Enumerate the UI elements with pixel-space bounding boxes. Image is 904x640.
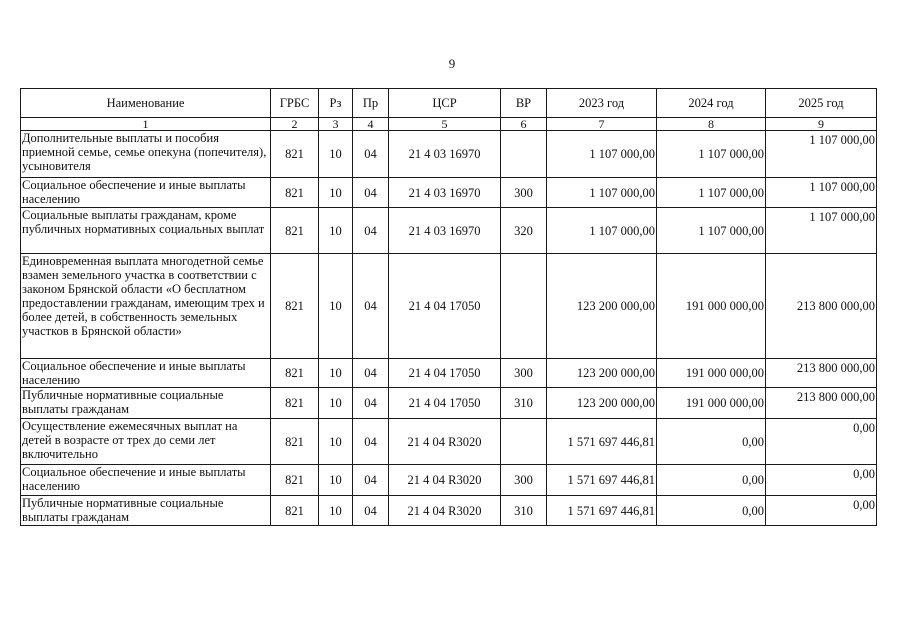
page-number: 9 <box>448 56 456 71</box>
row-grbs: 821 <box>271 496 319 526</box>
row-pr: 04 <box>353 131 389 178</box>
row-grbs: 821 <box>271 254 319 359</box>
table-row <box>21 178 877 208</box>
row-rz: 10 <box>319 496 353 526</box>
row-2025: 1 107 000,00 <box>766 131 877 178</box>
row-2023: 123 200 000,00 <box>547 254 657 359</box>
row-2023: 1 107 000,00 <box>547 208 657 254</box>
row-2025: 213 800 000,00 <box>766 254 877 359</box>
row-name: Публичные нормативные социальные выплаты гражданам <box>21 496 271 526</box>
row-pr: 04 <box>353 359 389 388</box>
column-number: 4 <box>353 118 389 131</box>
row-csr: 21 4 04 R3020 <box>389 465 501 496</box>
row-2025: 0,00 <box>766 496 877 526</box>
row-2025: 0,00 <box>766 465 877 496</box>
header-csr: ЦСР <box>389 89 501 118</box>
row-vr: 300 <box>501 359 547 388</box>
header-grbs: ГРБС <box>271 89 319 118</box>
row-2023: 123 200 000,00 <box>547 388 657 419</box>
row-csr: 21 4 04 17050 <box>389 359 501 388</box>
column-number: 1 <box>21 118 271 131</box>
row-name: Социальное обеспечение и иные выплаты населению <box>21 178 271 208</box>
row-2025: 213 800 000,00 <box>766 388 877 419</box>
row-grbs: 821 <box>271 359 319 388</box>
row-vr: 320 <box>501 208 547 254</box>
row-2024: 1 107 000,00 <box>657 208 766 254</box>
row-csr: 21 4 04 17050 <box>389 388 501 419</box>
row-vr <box>501 131 547 178</box>
row-2024: 191 000 000,00 <box>657 254 766 359</box>
row-name: Социальное обеспечение и иные выплаты населению <box>21 465 271 496</box>
column-number: 5 <box>389 118 501 131</box>
table-row <box>21 419 877 465</box>
column-number: 9 <box>766 118 877 131</box>
row-pr: 04 <box>353 419 389 465</box>
table-row <box>21 208 877 254</box>
row-2025: 0,00 <box>766 419 877 465</box>
row-rz: 10 <box>319 208 353 254</box>
row-csr: 21 4 03 16970 <box>389 208 501 254</box>
column-number: 7 <box>547 118 657 131</box>
row-2024: 191 000 000,00 <box>657 359 766 388</box>
header-row <box>21 89 877 118</box>
row-rz: 10 <box>319 419 353 465</box>
column-number: 2 <box>271 118 319 131</box>
row-2025: 1 107 000,00 <box>766 208 877 254</box>
budget-table <box>20 88 877 526</box>
row-pr: 04 <box>353 208 389 254</box>
row-vr: 310 <box>501 388 547 419</box>
row-rz: 10 <box>319 465 353 496</box>
row-rz: 10 <box>319 178 353 208</box>
header-name: Наименование <box>21 89 271 118</box>
row-2023: 1 107 000,00 <box>547 178 657 208</box>
row-pr: 04 <box>353 465 389 496</box>
row-vr: 310 <box>501 496 547 526</box>
row-pr: 04 <box>353 388 389 419</box>
row-2023: 123 200 000,00 <box>547 359 657 388</box>
row-rz: 10 <box>319 131 353 178</box>
row-grbs: 821 <box>271 419 319 465</box>
row-2024: 191 000 000,00 <box>657 388 766 419</box>
row-2023: 1 571 697 446,81 <box>547 419 657 465</box>
column-number: 8 <box>657 118 766 131</box>
row-vr: 300 <box>501 178 547 208</box>
row-2024: 1 107 000,00 <box>657 131 766 178</box>
row-pr: 04 <box>353 496 389 526</box>
row-2024: 1 107 000,00 <box>657 178 766 208</box>
table-row <box>21 131 877 178</box>
header-rz: Рз <box>319 89 353 118</box>
row-vr <box>501 254 547 359</box>
header-2023: 2023 год <box>547 89 657 118</box>
header-2025: 2025 год <box>766 89 877 118</box>
column-number-row <box>21 118 877 131</box>
row-name: Социальные выплаты гражданам, кроме публичных нормативных социальных выплат <box>21 208 271 254</box>
row-pr: 04 <box>353 254 389 359</box>
row-name: Публичные нормативные социальные выплаты гражданам <box>21 388 271 419</box>
row-vr <box>501 419 547 465</box>
row-pr: 04 <box>353 178 389 208</box>
row-grbs: 821 <box>271 178 319 208</box>
row-2025: 213 800 000,00 <box>766 359 877 388</box>
row-csr: 21 4 04 17050 <box>389 254 501 359</box>
row-2024: 0,00 <box>657 496 766 526</box>
row-csr: 21 4 03 16970 <box>389 178 501 208</box>
row-name: Единовременная выплата многодетной семье взамен земельного участка в соответствии с законом Брянской области «О бесплатном предоставлении гражданам, имеющим трех и более детей, в собственность земельных участков в Брянской области» <box>21 254 271 359</box>
row-2023: 1 571 697 446,81 <box>547 465 657 496</box>
row-2023: 1 571 697 446,81 <box>547 496 657 526</box>
row-vr: 300 <box>501 465 547 496</box>
row-2023: 1 107 000,00 <box>547 131 657 178</box>
table-row <box>21 388 877 419</box>
header-vr: ВР <box>501 89 547 118</box>
row-csr: 21 4 04 R3020 <box>389 496 501 526</box>
row-grbs: 821 <box>271 388 319 419</box>
row-name: Осуществление ежемесячных выплат на детей в возрасте от трех до семи лет включительно <box>21 419 271 465</box>
column-number: 6 <box>501 118 547 131</box>
row-name: Дополнительные выплаты и пособия приемной семье, семье опекуна (попечителя), усыновителя <box>21 131 271 178</box>
row-grbs: 821 <box>271 465 319 496</box>
table-row <box>21 496 877 526</box>
row-2024: 0,00 <box>657 419 766 465</box>
table-row <box>21 254 877 359</box>
row-rz: 10 <box>319 388 353 419</box>
row-csr: 21 4 03 16970 <box>389 131 501 178</box>
header-pr: Пр <box>353 89 389 118</box>
column-number: 3 <box>319 118 353 131</box>
row-name: Социальное обеспечение и иные выплаты населению <box>21 359 271 388</box>
row-2024: 0,00 <box>657 465 766 496</box>
row-grbs: 821 <box>271 208 319 254</box>
row-csr: 21 4 04 R3020 <box>389 419 501 465</box>
row-2025: 1 107 000,00 <box>766 178 877 208</box>
row-rz: 10 <box>319 359 353 388</box>
table-row <box>21 359 877 388</box>
row-rz: 10 <box>319 254 353 359</box>
table-row <box>21 465 877 496</box>
row-grbs: 821 <box>271 131 319 178</box>
header-2024: 2024 год <box>657 89 766 118</box>
